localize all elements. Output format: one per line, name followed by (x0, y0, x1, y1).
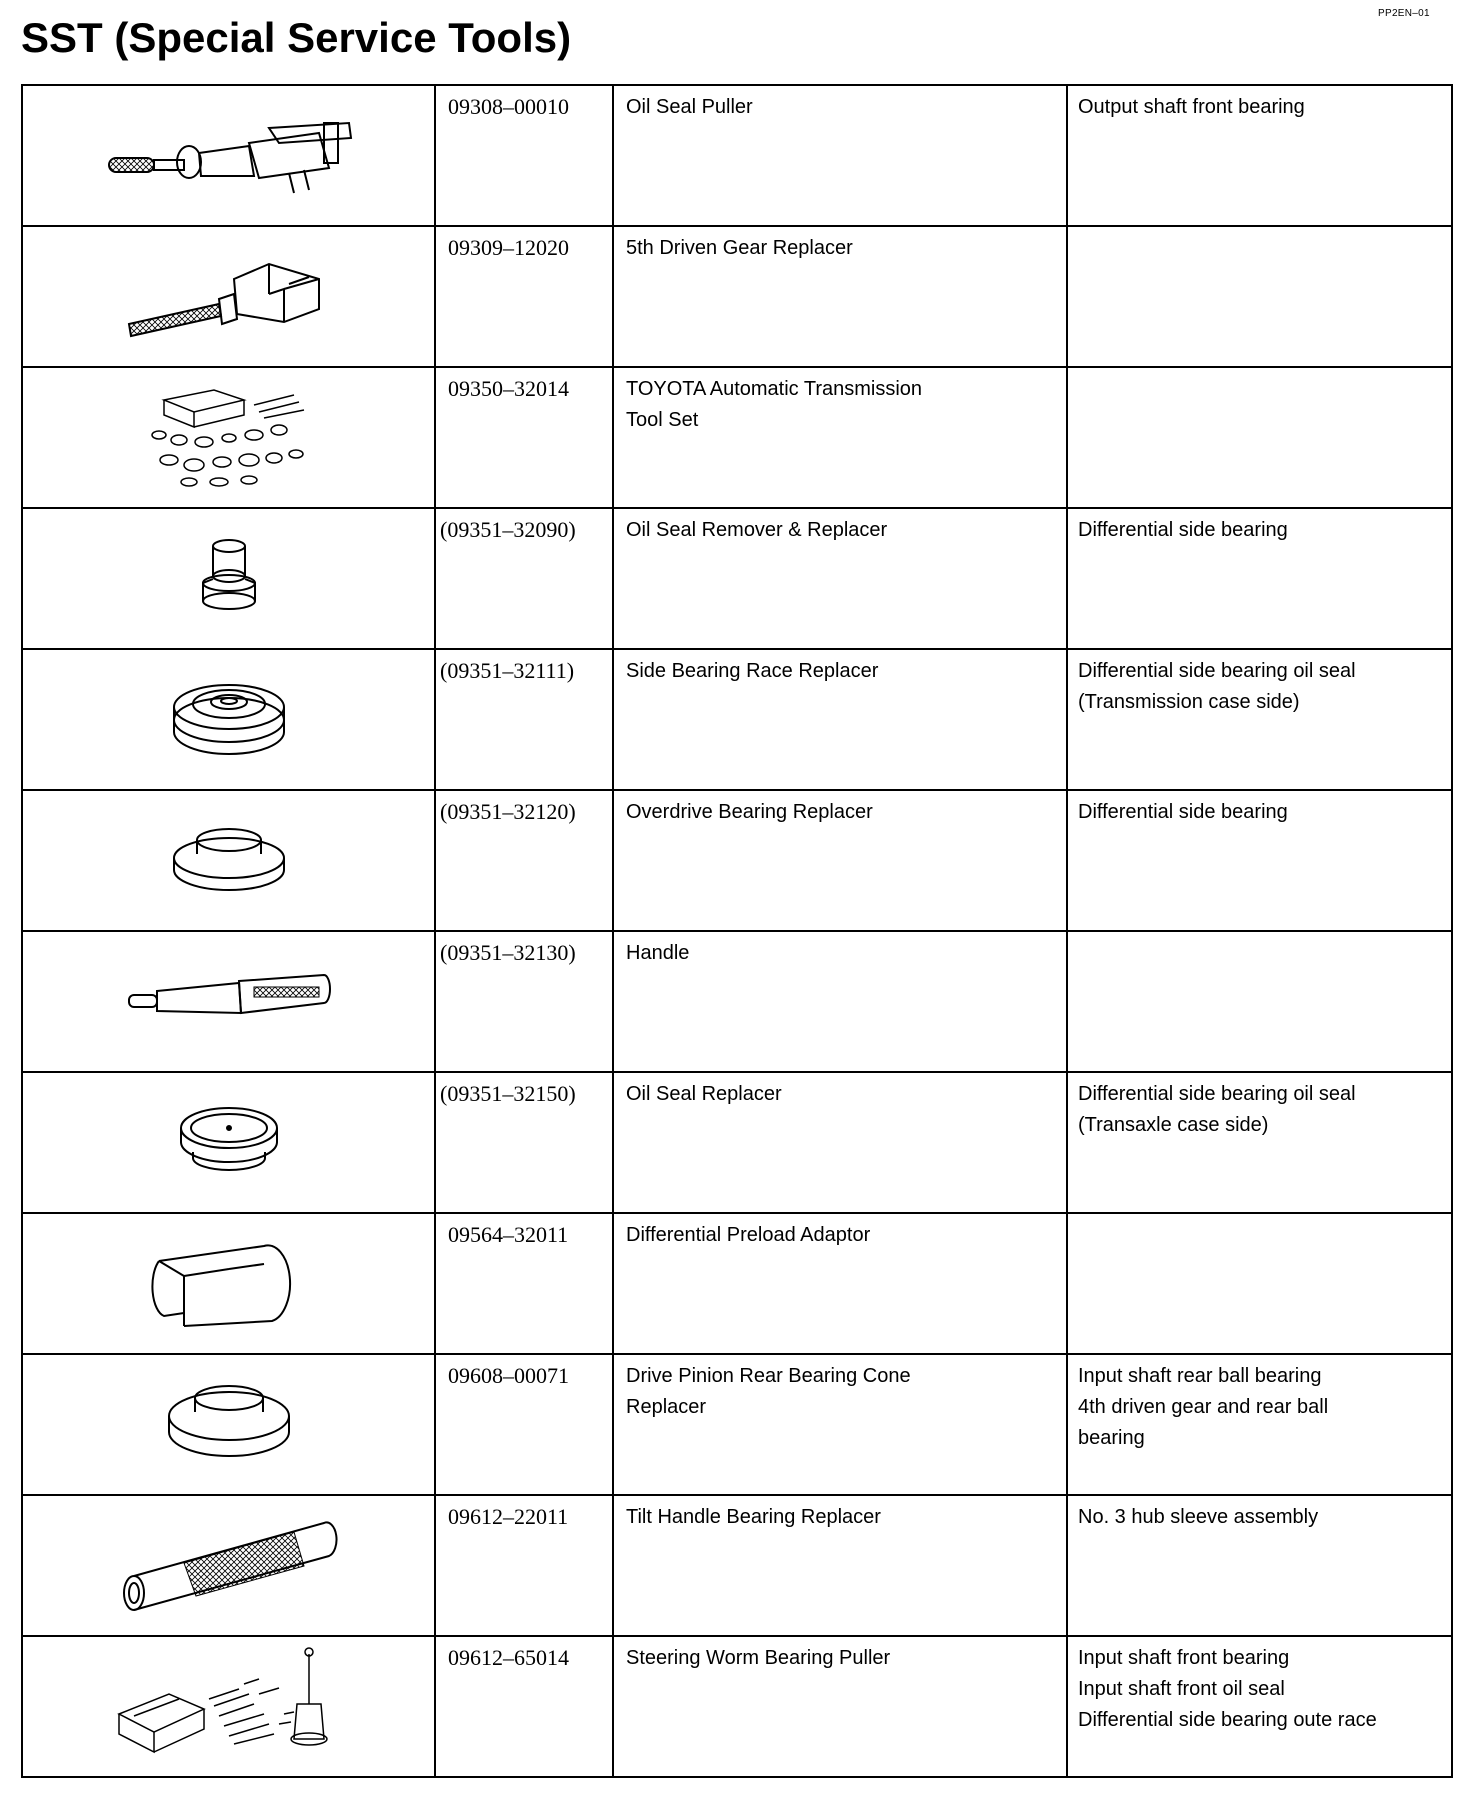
tool-image-cell (22, 649, 435, 790)
part-number: 09309–12020 (448, 235, 569, 260)
tool-image-cell (22, 226, 435, 367)
part-number-cell (435, 226, 613, 367)
tool-name: Drive Pinion Rear Bearing Cone Replacer (626, 1365, 911, 1418)
tool-image-cell (22, 85, 435, 226)
tool-image-cell (22, 367, 435, 508)
part-number: (09351–32130) (440, 940, 576, 965)
part-number-cell (435, 649, 613, 790)
tilt-handle-icon (114, 1508, 344, 1618)
table-row (22, 790, 1452, 931)
tool-name: Steering Worm Bearing Puller (626, 1647, 891, 1669)
part-number: (09351–32150) (440, 1081, 576, 1106)
tool-usage: Differential side bearing (1078, 519, 1288, 541)
seal-remover-icon (189, 531, 269, 621)
table-row (22, 1495, 1452, 1636)
part-number: (09351–32090) (440, 517, 576, 542)
table-row (22, 1072, 1452, 1213)
oil-seal-puller-icon (89, 98, 369, 208)
part-number: (09351–32120) (440, 799, 576, 824)
tool-usage (1068, 1214, 1451, 1220)
gear-replacer-icon (119, 244, 339, 344)
handle-icon (119, 969, 339, 1029)
part-number-cell (435, 1636, 613, 1777)
part-number: (09351–32111) (440, 658, 575, 683)
tool-usage-cell (1067, 1354, 1452, 1495)
part-number-cell (435, 931, 613, 1072)
page-title: SST (Special Service Tools) (21, 14, 572, 61)
tool-name-cell (613, 508, 1067, 649)
table-row (22, 931, 1452, 1072)
tool-name-cell (613, 649, 1067, 790)
table-row (22, 85, 1452, 226)
part-number-cell (435, 85, 613, 226)
tool-usage: No. 3 hub sleeve assembly (1078, 1506, 1319, 1528)
table-row (22, 1354, 1452, 1495)
sst-table (21, 84, 1453, 1778)
cone-replacer-icon (159, 1372, 299, 1472)
tool-name-cell (613, 1636, 1067, 1777)
tool-usage (1068, 227, 1451, 233)
tool-name: 5th Driven Gear Replacer (626, 237, 853, 259)
tool-usage-cell (1067, 1213, 1452, 1354)
oil-seal-replacer-icon (169, 1100, 289, 1180)
tool-name: Oil Seal Remover & Replacer (626, 519, 888, 541)
part-number: 09350–32014 (448, 376, 569, 401)
tool-image-cell (22, 1354, 435, 1495)
tool-usage: Differential side bearing oil seal (Transaxle case side) (1078, 1083, 1356, 1136)
tool-usage-cell (1067, 1636, 1452, 1777)
tool-image-cell (22, 931, 435, 1072)
tool-name: Oil Seal Puller (626, 96, 753, 118)
tool-name: Handle (626, 942, 690, 964)
tool-usage-cell (1067, 790, 1452, 931)
bearing-replacer-icon (164, 818, 294, 898)
tool-name: Tilt Handle Bearing Replacer (626, 1506, 881, 1528)
tool-image-cell (22, 1072, 435, 1213)
tool-name-cell (613, 931, 1067, 1072)
tool-usage: Input shaft front bearing Input shaft front oil seal Differential side bearing oute race (1078, 1647, 1377, 1731)
tool-usage-cell (1067, 649, 1452, 790)
tool-name-cell (613, 1354, 1067, 1495)
tool-name-cell (613, 1072, 1067, 1213)
tool-usage: Input shaft rear ball bearing 4th driven gear and rear ball bearing (1078, 1365, 1329, 1449)
tool-name: Differential Preload Adaptor (626, 1224, 871, 1246)
tool-usage-cell (1067, 1072, 1452, 1213)
part-number: 09564–32011 (448, 1222, 569, 1247)
tool-usage (1068, 368, 1451, 374)
part-number-cell (435, 508, 613, 649)
tool-usage: Differential side bearing oil seal (Transmission case side) (1078, 660, 1356, 713)
tool-image-cell (22, 1213, 435, 1354)
tool-usage-cell (1067, 1495, 1452, 1636)
part-number-cell (435, 1354, 613, 1495)
tool-name: Side Bearing Race Replacer (626, 660, 879, 682)
tool-image-cell (22, 790, 435, 931)
part-number-cell (435, 790, 613, 931)
tool-name: Oil Seal Replacer (626, 1083, 782, 1105)
tool-usage: Differential side bearing (1078, 801, 1288, 823)
part-number-cell (435, 367, 613, 508)
part-number-cell (435, 1495, 613, 1636)
tool-set-icon (144, 380, 314, 490)
table-row (22, 226, 1452, 367)
table-row (22, 1636, 1452, 1777)
part-number-cell (435, 1072, 613, 1213)
tool-usage (1068, 932, 1451, 938)
table-row (22, 649, 1452, 790)
bearing-puller-kit-icon (109, 1644, 349, 1764)
tool-image-cell (22, 1636, 435, 1777)
tool-usage: Output shaft front bearing (1078, 96, 1305, 118)
tool-name-cell (613, 367, 1067, 508)
tool-usage-cell (1067, 508, 1452, 649)
tool-usage-cell (1067, 226, 1452, 367)
tool-name-cell (613, 1495, 1067, 1636)
table-row (22, 508, 1452, 649)
tool-name-cell (613, 790, 1067, 931)
tool-image-cell (22, 1495, 435, 1636)
table-row (22, 367, 1452, 508)
tool-image-cell (22, 508, 435, 649)
page-code: PP2EN–01 (1378, 8, 1430, 19)
tool-usage-cell (1067, 85, 1452, 226)
part-number: 09608–00071 (448, 1363, 569, 1388)
preload-adaptor-icon (144, 1231, 314, 1331)
tool-name: TOYOTA Automatic Transmission Tool Set (626, 378, 923, 431)
tool-usage-cell (1067, 367, 1452, 508)
tool-name-cell (613, 85, 1067, 226)
part-number-cell (435, 1213, 613, 1354)
tool-name-cell (613, 226, 1067, 367)
table-row (22, 1213, 1452, 1354)
part-number: 09308–00010 (448, 94, 569, 119)
part-number: 09612–65014 (448, 1645, 569, 1670)
race-replacer-icon (164, 672, 294, 762)
tool-name: Overdrive Bearing Replacer (626, 801, 873, 823)
tool-name-cell (613, 1213, 1067, 1354)
tool-usage-cell (1067, 931, 1452, 1072)
part-number: 09612–22011 (448, 1504, 569, 1529)
